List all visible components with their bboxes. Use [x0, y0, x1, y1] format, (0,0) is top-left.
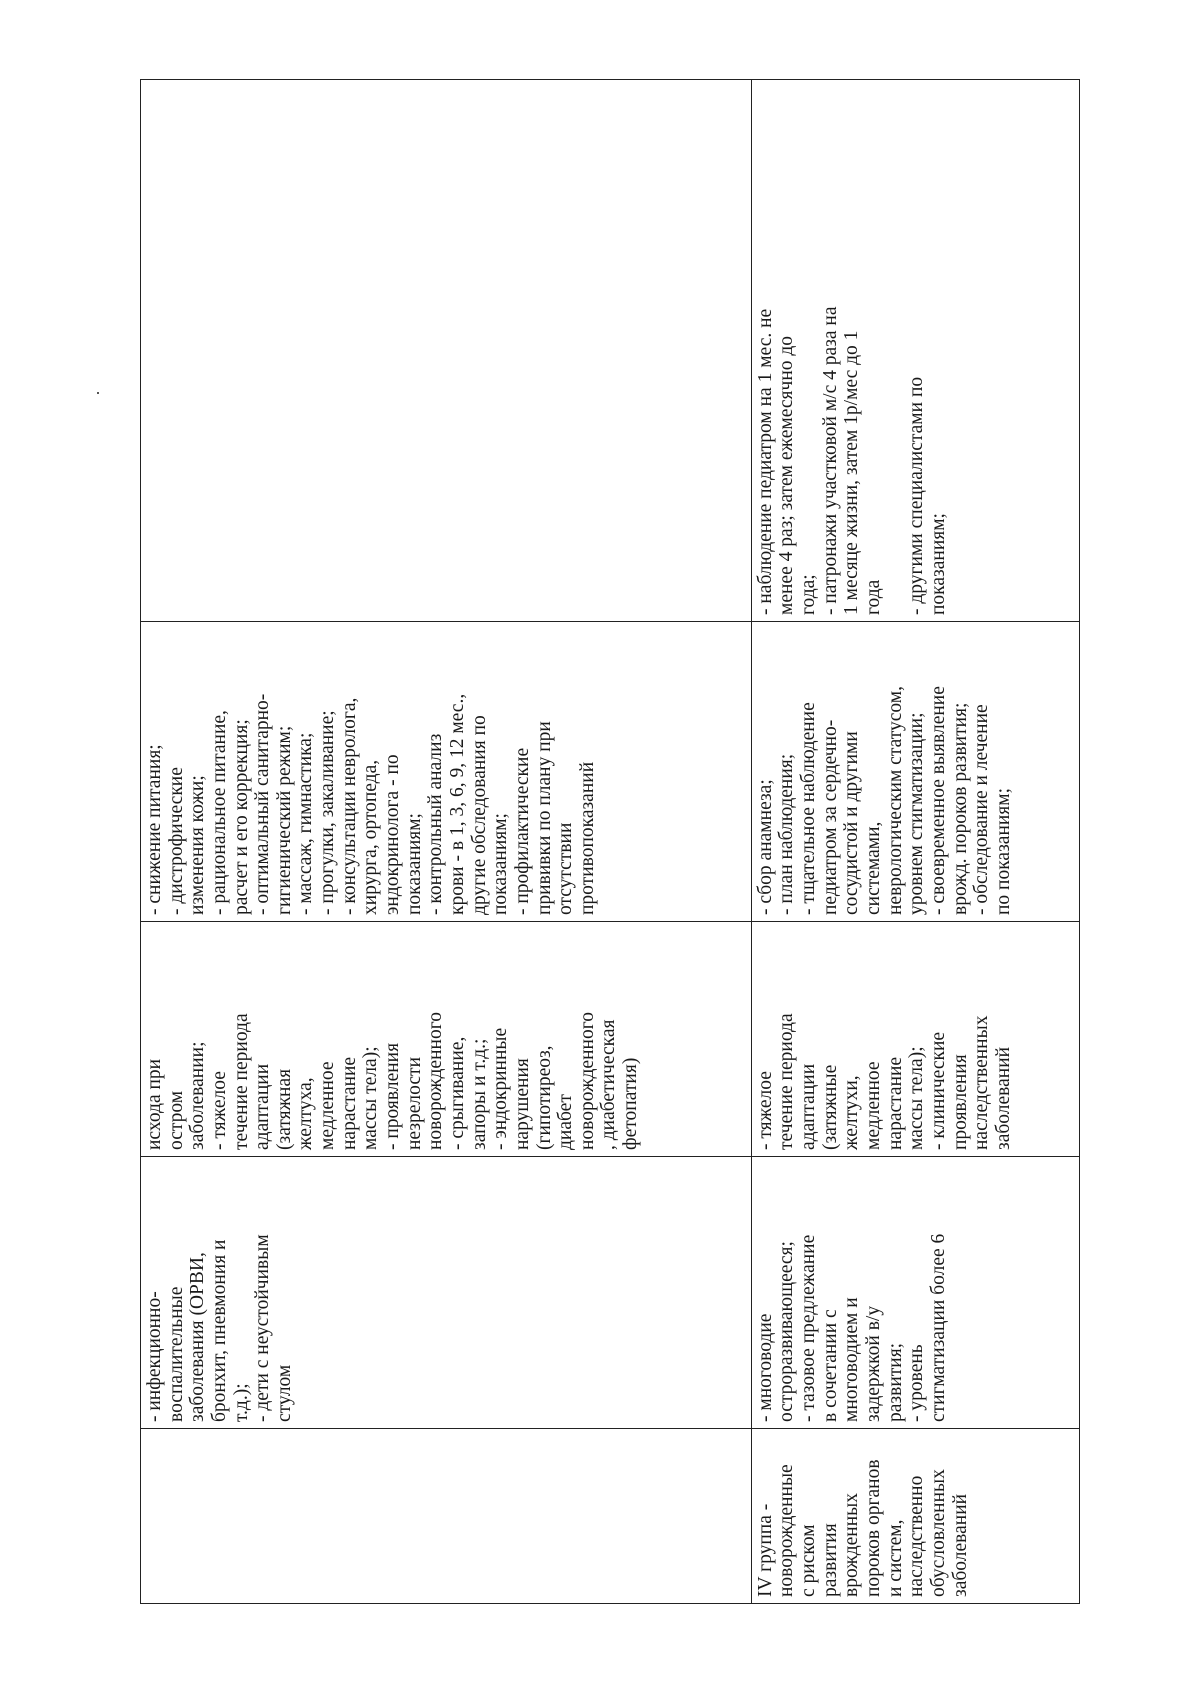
group-cell: IV группа - новорожденные с риском развития врожденных пороков органов и систем, наследственно обусловленных заболеваний: [751, 1429, 1079, 1604]
observation-cell: - наблюдение педиатром на 1 мес. не менее 4 раз; затем ежемесячно до года; - патронажи участковой м/с 4 раза на 1 месяце жизни, затем 1р/мес до 1 года - другими специалистами по показаниям;: [751, 80, 1079, 622]
observation-cell: [141, 80, 752, 622]
scan-dust-speck: [97, 392, 99, 394]
measures-cell: - снижение питания; - дистрофические изменения кожи; - рациональное питание, расчет и его коррекция; - оптимальный санитарно- гигиенический режим; - массаж, гимнастика; - прогулки, закаливание; - консультации невролога, хирурга, ортопеда, эндокринолога - по показаниям; - контрольный анализ крови - в 1, 3, 6, 9, 12 мес., другие обследования по показаниям; - профилактические прививки по плану при отсутствии противопоказаний: [141, 622, 752, 922]
child-signs-cell: исхода при остром заболевании; - тяжелое течение периода адаптации (затяжная желтуха, медленное нарастание массы тела); - проявления незрелости новорожденного - срыгивание, запоры и т.д.; - эндокринные нарушения (гипотиреоз, диабет новорожденного , диабетическая фетопатия): [141, 922, 752, 1157]
table-row: [141, 80, 752, 1604]
risk-factors-cell: - инфекционно- воспалительные заболевания (ОРВИ, бронхит, пневмония и т.д.); - дети с неустойчивым стулом: [141, 1157, 752, 1429]
rotated-table-container: [140, 80, 1080, 1604]
risk-factors-cell: - многоводие остроразвивающееся; - тазовое предлежание в сочетании с многоводием и задержкой в/у развития; - уровень стигматизации более 6: [751, 1157, 1079, 1429]
table-row: [751, 80, 1079, 1604]
group-cell: [141, 1429, 752, 1604]
newborn-risk-groups-table: [140, 79, 1080, 1604]
child-signs-cell: - тяжелое течение периода адаптации (затяжные желтухи, медленное нарастание массы тела); - клинические проявления наследственных заболеваний: [751, 922, 1079, 1157]
measures-cell: - сбор анамнеза; - план наблюдения; - тщательное наблюдение педиатром за сердечно- сосудистой и другими системами, неврологическим статусом, уровнем стигматизации; - своевременное выявление врожд. пороков развития; - обследование и лечение по показаниям;: [751, 622, 1079, 922]
